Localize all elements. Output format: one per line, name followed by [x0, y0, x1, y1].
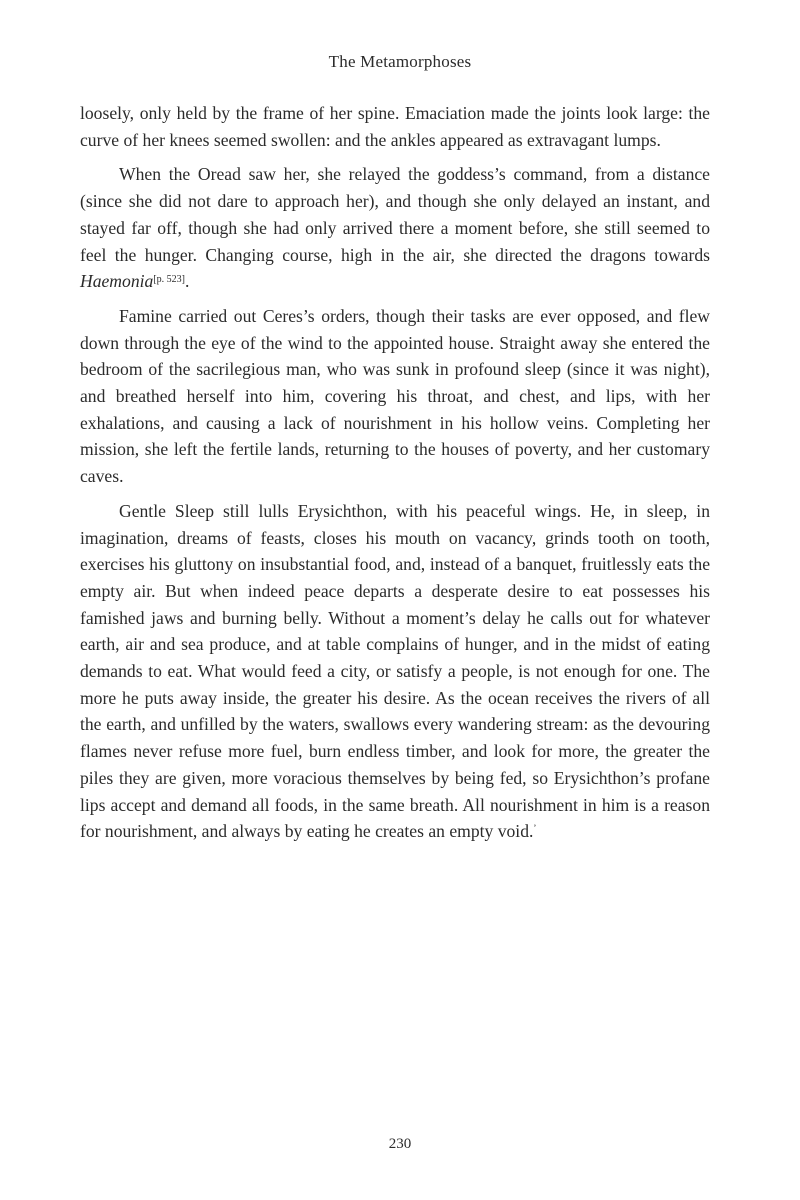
paragraph-4	[80, 498, 710, 845]
body-text	[80, 100, 710, 853]
paragraph-1: loosely, only held by the frame of her spine. Emaciation made the joints look large: the curve of her knees seemed swollen: and the ankles appeared as extravagant lumps.	[80, 103, 710, 150]
paragraph-3: Famine carried out Ceres’s orders, though their tasks are ever opposed, and flew down through the eye of the wind to the appointed house. Straight away she entered the bedroom of the sacrilegious man, who was sunk in profound sleep (since it was night), and breathed herself into him, covering his throat, and chest, and lips, with her exhalations, and causing a lack of nourishment in his hollow veins. Completing her mission, she left the fertile lands, returning to the houses of poverty, and her customary caves.	[80, 305, 710, 487]
running-head: The Metamorphoses	[328, 52, 472, 71]
page-reference: [p. 523]	[153, 274, 185, 286]
paragraph-2-end: .	[184, 271, 190, 292]
place-name-emphasis: Haemonia	[80, 271, 154, 292]
paragraph-2-text: When the Oread saw her, she relayed the goddess’s command, from a distance (since she did not dare to approach her), and though she only delayed an instant, and stayed far off, though she had only arrived there a moment before, she still seemed to feel the hunger. Changing course, high in the air, she directed the dragons towards	[80, 164, 710, 265]
page-number: 230	[388, 1136, 412, 1152]
paragraph-4-text: Gentle Sleep still lulls Erysichthon, with his peaceful wings. He, in sleep, in imagination, dreams of feasts, closes his mouth on vacancy, grinds tooth on tooth, exercises his gluttony on insubstantial food, and, instead of a banquet, fruitlessly eats the empty air. But when indeed peace departs a desperate desire to eat possesses his famished jaws and burning belly. Without a moment’s delay he calls out for whatever earth, air and sea produce, and at table complains of hunger, and in the midst of eating demands to eat. What would feed a city, or satisfy a people, is not enough for one. The more he puts away inside, the greater his desire. As the ocean receives the rivers of all the earth, and unfilled by the waters, swallows every wandering stream: as the devouring flames never refuse more fuel, burn endless timber, and look for more, the greater the piles they are given, more voracious themselves by being fed, so Erysichthon’s profane lips accept and demand all foods, in the same breath. All nourishment in him is a reason for nourishment, and always by eating he creates an empty void.	[80, 500, 710, 842]
closing-quote-mark: ’	[533, 823, 537, 834]
paragraph-2	[80, 161, 710, 295]
